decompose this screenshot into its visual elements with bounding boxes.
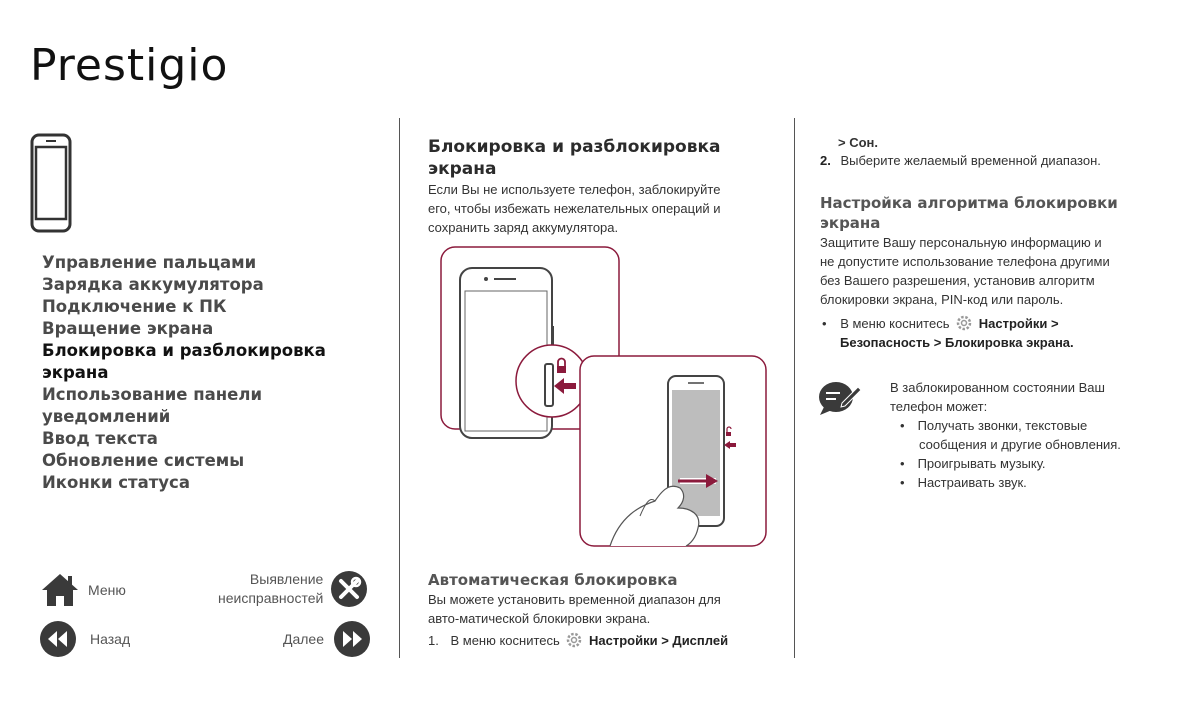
column-divider-1 [399,118,400,658]
sidebar-item-pc-connection[interactable]: Подключение к ПК [42,297,227,316]
step-2 [820,151,1180,170]
next-label: Далее [283,631,325,647]
next-button[interactable] [283,621,370,657]
lock-illustration [440,246,770,548]
continued-line: > Сон. [838,135,878,150]
brand-logo: Prestigio [30,40,229,91]
note-line-2: телефон может: [890,399,988,414]
sidebar-item-system-update[interactable]: Обновление системы [42,451,245,470]
intro-line-2: его, чтобы избежать нежелательных операций и [428,201,721,216]
section-title-line-2: экрана [428,159,497,179]
bullet-bold-2: Безопасность > Блокировка экрана. [840,335,1074,350]
column-divider-2 [794,118,795,658]
note-item-1: Получать звонки, текстовые [917,418,1088,433]
sidebar-item-charging[interactable]: Зарядка аккумулятора [42,275,264,294]
sidebar-item-rotation[interactable]: Вращение экрана [42,319,214,338]
note-line-1: В заблокированном состоянии Ваш [890,380,1105,395]
troubleshoot-label-1: Выявление [249,571,324,587]
auto-line-2: авто-матической блокировки экрана. [428,611,651,626]
menu-button[interactable] [40,572,126,608]
intro-line-1: Если Вы не используете телефон, заблокируйте [428,182,721,197]
alg-line-3: без Вашего разрешения, установив алгоритм [820,273,1095,288]
next-icon [334,621,370,657]
alg-paragraph [820,233,1180,309]
auto-lock-title: Автоматическая блокировка [428,571,678,589]
note-icon [818,379,862,417]
bullet-text: В меню коснитесь [840,316,950,331]
step-1 [428,631,788,650]
phone-icon [30,133,72,233]
step-2-number: 2. [820,153,831,168]
sidebar-item-notification-panel[interactable]: Использование панели [42,385,263,404]
alg-line-2: не допустите использование телефона другими [820,254,1110,269]
home-icon [40,572,80,608]
settings-gear-icon-2 [955,314,973,332]
note-item-2: Проигрывать музыку. [917,456,1046,471]
step-1-number: 1. [428,633,439,648]
sidebar-item-status-icons[interactable]: Иконки статуса [42,473,190,492]
note-block: В заблокированном состоянии Ваш телефон может: • Получать звонки, текстовые сообщения и другие обновления. • Проигрывать музыку. • Настраивать звук. [890,378,1180,492]
alg-line-4: блокировки экрана, PIN-код или пароль. [820,292,1064,307]
note-item-1-cont: сообщения и другие обновления. [919,437,1121,452]
intro-line-3: сохранить заряд аккумулятора. [428,220,619,235]
section-title-line-1: Блокировка и разблокировка [428,137,721,157]
alg-title-line-1: Настройка алгоритма блокировки [820,194,1118,212]
sidebar-item-lock-screen[interactable]: Блокировка и разблокировка экрана [42,341,326,382]
bullet-bold-1: Настройки > [978,316,1059,331]
troubleshoot-label-2: неисправностей [218,590,324,606]
sidebar-item-text-input[interactable]: Ввод текста [42,429,158,448]
note-item-3: Настраивать звук. [917,475,1027,490]
tools-icon [331,571,367,607]
intro-paragraph [428,180,788,237]
auto-lock-paragraph [428,590,788,628]
step-1-text: В меню коснитесь [450,633,560,648]
alg-title-line-2: экрана [820,214,881,232]
back-icon [40,621,76,657]
sidebar-item-notification-panel-cont[interactable]: уведомлений [42,407,171,426]
section-title [428,136,721,180]
menu-label: Меню [88,582,126,598]
sidebar-toc [42,252,382,494]
settings-gear-icon [565,631,583,649]
alg-title [820,193,1118,233]
back-button[interactable] [40,621,130,657]
bullet-settings [822,314,1182,352]
alg-line-1: Защитите Вашу персональную информацию и [820,235,1102,250]
step-2-text: Выберите желаемый временной диапазон. [840,153,1101,168]
bullet-dot: • [822,316,827,331]
back-label: Назад [90,631,131,647]
sidebar-item-gestures[interactable]: Управление пальцами [42,253,257,272]
auto-line-1: Вы можете установить временной диапазон для [428,592,721,607]
step-1-bold: Настройки > Дисплей [589,633,729,648]
troubleshoot-button[interactable] [218,570,367,608]
